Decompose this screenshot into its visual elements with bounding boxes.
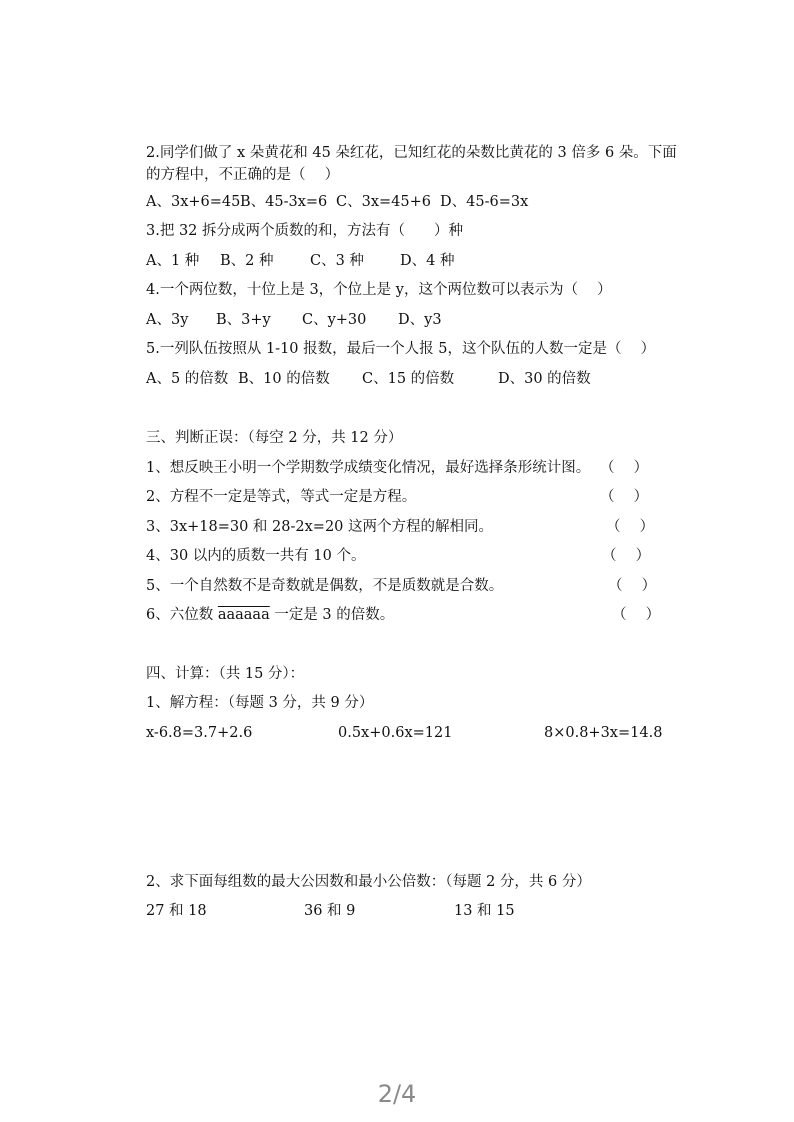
q4-options — [146, 311, 706, 329]
q3-stem: 3.把 32 拆分成两个质数的和，方法有（ ）种 — [146, 223, 464, 239]
tf-item-4-paren: （ ） — [602, 548, 651, 564]
q3-option-d: D、4 种 — [400, 253, 455, 269]
tf-item-6-text — [146, 606, 394, 624]
equation-3: 8×0.8+3x=14.8 — [544, 725, 663, 741]
q5-option-a: A、5 的倍数 — [146, 371, 229, 387]
q2-option-b: B、45-3x=6 — [240, 194, 328, 210]
tf-item-6 — [146, 606, 661, 624]
tf-item-2-paren: （ ） — [600, 489, 649, 505]
q5-option-d: D、30 的倍数 — [498, 371, 591, 387]
tf-item-5-paren: （ ） — [608, 578, 657, 594]
groups-row — [146, 902, 656, 920]
q2-option-a: A、3x+6=45 — [146, 194, 241, 210]
tf-item-3-text: 3、3x+18=30 和 28-2x=20 这两个方程的解相同。 — [146, 519, 494, 535]
q4-option-d: D、y3 — [398, 312, 442, 328]
q4-option-b: B、3+y — [216, 312, 271, 328]
part1-title: 1、解方程：（每题 3 分，共 9 分） — [146, 695, 374, 711]
tf-item-4 — [146, 547, 656, 565]
q3-option-b: B、2 种 — [220, 253, 274, 269]
q2-option-c: C、3x=45+6 — [336, 194, 431, 210]
q5-option-c: C、15 的倍数 — [362, 371, 455, 387]
group-2: 36 和 9 — [304, 903, 356, 919]
tf-item-3-paren: （ ） — [606, 519, 655, 535]
equations-row — [146, 724, 663, 742]
q4-option-c: C、y+30 — [302, 312, 367, 328]
q4-option-a: A、3y — [146, 312, 189, 328]
part2-title: 2、求下面每组数的最大公因数和最小公倍数：（每题 2 分，共 6 分） — [146, 874, 591, 890]
tf-item-3 — [146, 518, 656, 536]
tf-item-1-paren: （ ） — [600, 460, 649, 476]
q2-stem-line1: 2.同学们做了 x 朵黄花和 45 朵红花，已知红花的朵数比黄花的 3 倍多 6 朵。下面 — [146, 145, 677, 161]
q5-options — [146, 370, 706, 388]
q5-stem: 5.一列队伍按照从 1-10 报数，最后一个人报 5，这个队伍的人数一定是（ ） — [146, 341, 656, 357]
group-1: 27 和 18 — [146, 903, 207, 919]
q2-options — [146, 193, 706, 211]
tf-item-1-text: 1、想反映王小明一个学期数学成绩变化情况，最好选择条形统计图。 — [146, 460, 591, 476]
tf-item-6-paren: （ ） — [612, 607, 661, 623]
tf-item-5 — [146, 577, 656, 595]
tf-item-6-prefix: 6、六位数 — [146, 607, 218, 623]
tf-item-2 — [146, 488, 656, 506]
tf-item-2-text: 2、方程不一定是等式，等式一定是方程。 — [146, 489, 417, 505]
tf-item-1 — [146, 459, 656, 477]
section4-title: 四、计算：（共 15 分）： — [146, 666, 305, 682]
q3-option-a: A、1 种 — [146, 253, 200, 269]
equation-2: 0.5x+0.6x=121 — [338, 725, 453, 741]
tf-item-6-number: aaaaaa — [217, 607, 270, 623]
q3-option-c: C、3 种 — [310, 253, 364, 269]
q2-option-d: D、45-6=3x — [440, 194, 529, 210]
q3-options — [146, 252, 706, 270]
tf-item-6-suffix: 一定是 3 的倍数。 — [269, 607, 395, 623]
equation-1: x-6.8=3.7+2.6 — [146, 725, 253, 741]
q2-stem-line2: 的方程中，不正确的是（ ） — [146, 167, 340, 183]
tf-item-5-text: 5、一个自然数不是奇数就是偶数，不是质数就是合数。 — [146, 578, 504, 594]
q4-stem: 4.一个两位数，十位上是 3，个位上是 y，这个两位数可以表示为（ ） — [146, 282, 612, 298]
page-indicator: 2/4 — [377, 1080, 417, 1108]
section3-title: 三、判断正误：（每空 2 分，共 12 分） — [146, 430, 403, 446]
tf-item-4-text: 4、30 以内的质数一共有 10 个。 — [146, 548, 366, 564]
group-3: 13 和 15 — [454, 903, 515, 919]
q5-option-b: B、10 的倍数 — [238, 371, 330, 387]
